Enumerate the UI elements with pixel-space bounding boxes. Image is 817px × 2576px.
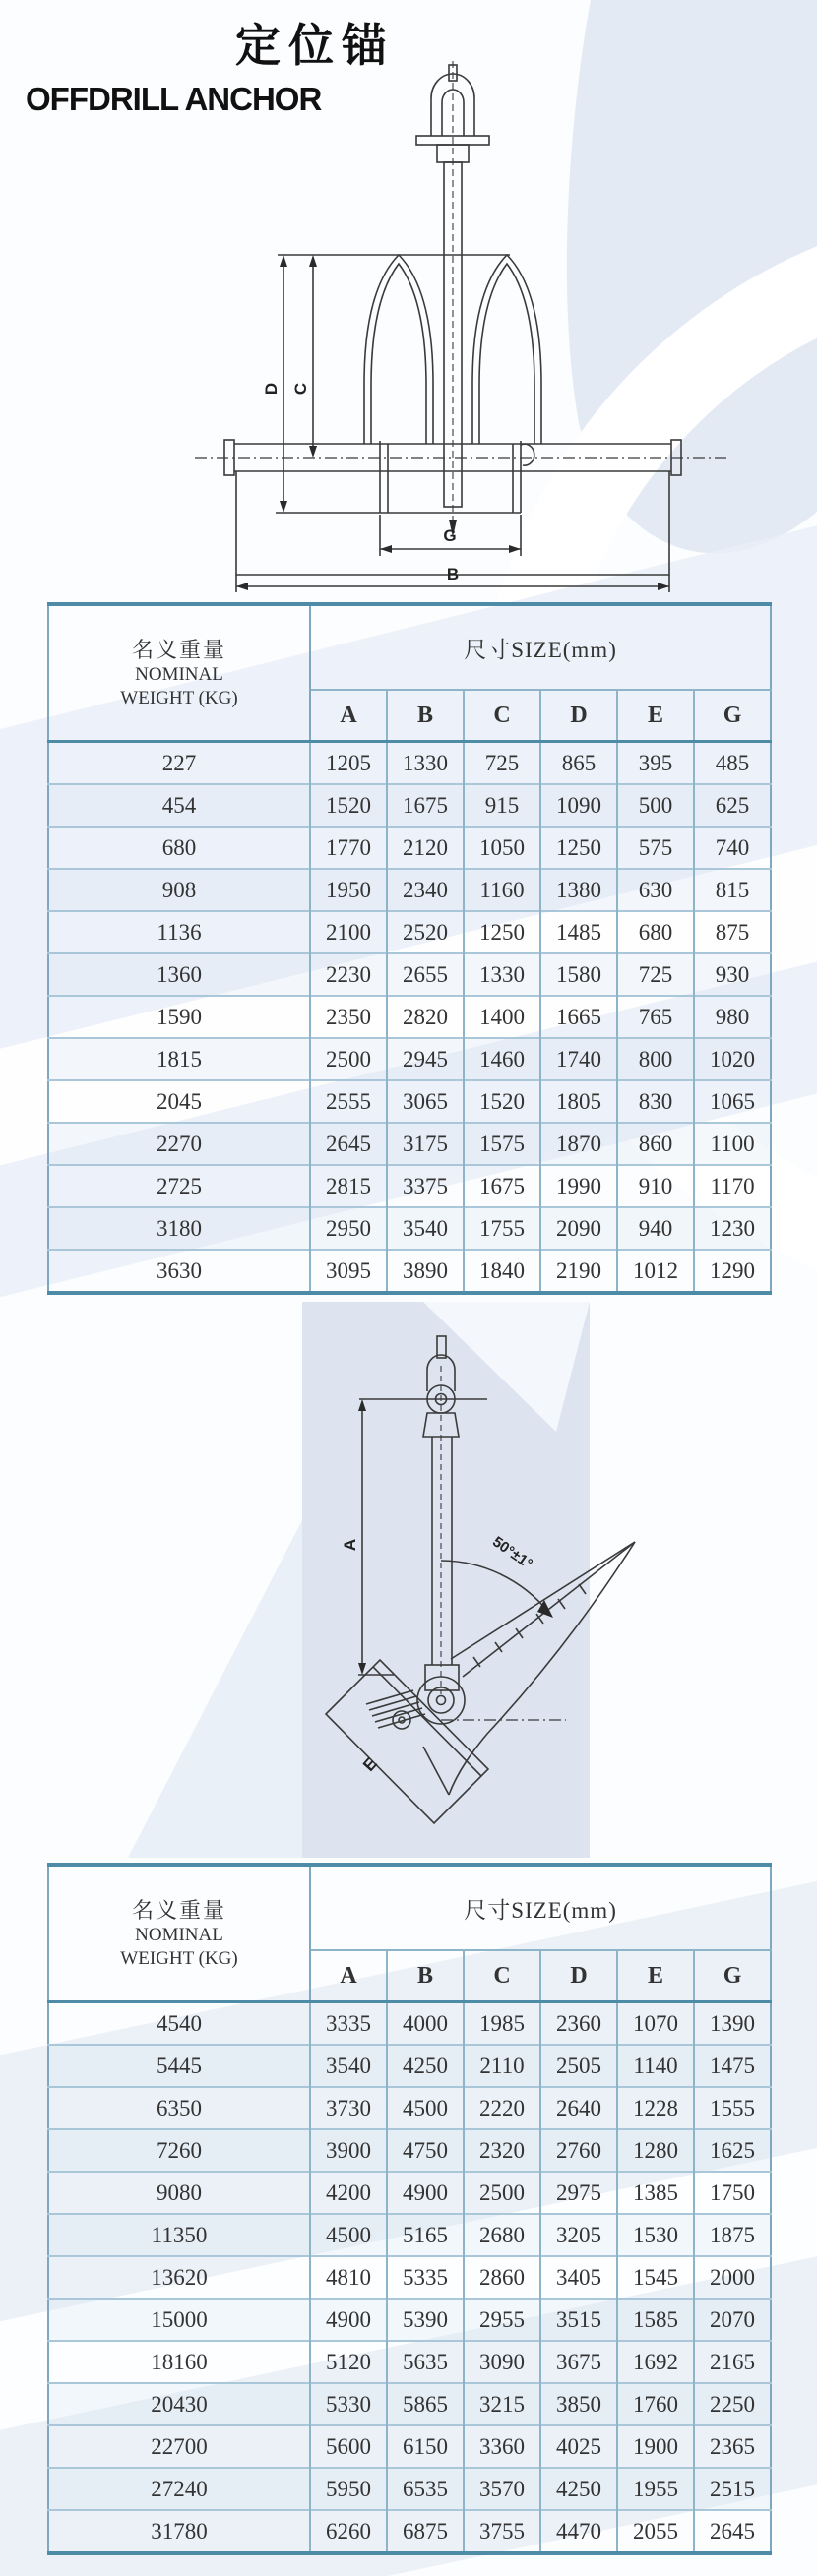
size-cell: 1692: [617, 2341, 694, 2383]
table-row: [48, 827, 771, 869]
size-cell: 3850: [540, 2383, 617, 2425]
nominal-weight-cell: 1815: [48, 1038, 310, 1080]
size-cell: 3675: [540, 2341, 617, 2383]
size-cell: 4500: [387, 2087, 464, 2129]
dim-label-d: D: [262, 382, 281, 396]
table-row: [48, 2045, 771, 2087]
size-cell: 2000: [694, 2256, 771, 2299]
table-row: [48, 2425, 771, 2468]
column-header-b: B: [387, 1950, 464, 2002]
size-cell: 5390: [387, 2299, 464, 2341]
size-cell: 2950: [310, 1207, 387, 1250]
size-cell: 1390: [694, 2002, 771, 2046]
spec-table-large-body: [48, 2002, 771, 2554]
size-cell: 725: [464, 742, 540, 785]
size-cell: 2555: [310, 1080, 387, 1123]
nominal-weight-cell: 2045: [48, 1080, 310, 1123]
nominal-weight-cell: 3180: [48, 1207, 310, 1250]
nominal-weight-cell: 6350: [48, 2087, 310, 2129]
column-header-a: A: [340, 1962, 357, 1989]
table-row: [48, 742, 771, 785]
size-cell: 2055: [617, 2510, 694, 2553]
size-cell: 3205: [540, 2214, 617, 2256]
size-cell: 980: [694, 996, 771, 1038]
size-cell: 4025: [540, 2425, 617, 2468]
nominal-weight-cell: 454: [48, 784, 310, 827]
size-cell: 3755: [464, 2510, 540, 2553]
spec-table-small: [47, 602, 772, 1295]
size-cell: 1840: [464, 1250, 540, 1293]
anchor-crown-box-front: [380, 441, 534, 513]
size-cell: 765: [617, 996, 694, 1038]
nominal-weight-header: [48, 1865, 310, 2002]
size-cell: 2360: [540, 2002, 617, 2046]
front-view-drawing: [118, 59, 807, 608]
size-cell: 2760: [540, 2129, 617, 2172]
nominal-weight-cell: 2725: [48, 1165, 310, 1207]
size-cell: 1805: [540, 1080, 617, 1123]
column-header-c: C: [464, 1950, 540, 2002]
size-cell: 1530: [617, 2214, 694, 2256]
size-cell: 1475: [694, 2045, 771, 2087]
anchor-shank-front: [444, 61, 462, 537]
table-row: [48, 2468, 771, 2510]
angle-label: 50°±1°: [489, 1533, 535, 1573]
size-cell: 4810: [310, 2256, 387, 2299]
table-row: [48, 2341, 771, 2383]
column-header-c: C: [464, 690, 540, 742]
size-cell: 740: [694, 827, 771, 869]
size-cell: 2640: [540, 2087, 617, 2129]
size-cell: 3360: [464, 2425, 540, 2468]
size-cell: 2365: [694, 2425, 771, 2468]
size-cell: 3215: [464, 2383, 540, 2425]
size-cell: 1900: [617, 2425, 694, 2468]
size-cell: 1460: [464, 1038, 540, 1080]
size-cell: 4000: [387, 2002, 464, 2046]
anchor-shank-side: [423, 1366, 459, 1694]
nominal-weight-cell: 13620: [48, 2256, 310, 2299]
size-cell: 2220: [464, 2087, 540, 2129]
size-cell: 1280: [617, 2129, 694, 2172]
size-cell: 1250: [464, 911, 540, 953]
size-cell: 3095: [310, 1250, 387, 1293]
size-cell: 1385: [617, 2172, 694, 2214]
column-header-e: E: [617, 1950, 694, 2002]
size-cell: 3890: [387, 1250, 464, 1293]
size-cell: 1675: [387, 784, 464, 827]
size-cell: 2100: [310, 911, 387, 953]
size-cell: 3175: [387, 1123, 464, 1165]
size-cell: 5600: [310, 2425, 387, 2468]
size-cell: 930: [694, 953, 771, 996]
size-cell: 815: [694, 869, 771, 911]
size-cell: 4900: [387, 2172, 464, 2214]
size-cell: 2505: [540, 2045, 617, 2087]
size-cell: 1755: [464, 1207, 540, 1250]
column-header-d: D: [540, 1950, 617, 2002]
size-cell: 1160: [464, 869, 540, 911]
size-cell: 5165: [387, 2214, 464, 2256]
size-cell: 5950: [310, 2468, 387, 2510]
size-cell: 2955: [464, 2299, 540, 2341]
size-cell: 1770: [310, 827, 387, 869]
nominal-weight-cell: 1360: [48, 953, 310, 996]
size-cell: 1555: [694, 2087, 771, 2129]
size-cell: 680: [617, 911, 694, 953]
size-cell: 1665: [540, 996, 617, 1038]
size-header: 尺寸SIZE(mm): [310, 1865, 771, 1950]
spec-table-small-header: [48, 604, 771, 742]
size-cell: 4500: [310, 2214, 387, 2256]
table-row: [48, 911, 771, 953]
size-cell: 2090: [540, 1207, 617, 1250]
size-cell: 1100: [694, 1123, 771, 1165]
nominal-weight-cell: 11350: [48, 2214, 310, 2256]
size-cell: 2975: [540, 2172, 617, 2214]
size-cell: 2645: [310, 1123, 387, 1165]
size-cell: 2500: [310, 1038, 387, 1080]
size-cell: 3375: [387, 1165, 464, 1207]
size-cell: 5330: [310, 2383, 387, 2425]
table-row: [48, 2510, 771, 2553]
size-cell: 3570: [464, 2468, 540, 2510]
column-header-g: G: [694, 690, 771, 742]
size-cell: 1750: [694, 2172, 771, 2214]
size-cell: 4200: [310, 2172, 387, 2214]
size-cell: 2645: [694, 2510, 771, 2553]
size-cell: 2070: [694, 2299, 771, 2341]
table-row: [48, 1038, 771, 1080]
size-cell: 3515: [540, 2299, 617, 2341]
nominal-weight-cell: 27240: [48, 2468, 310, 2510]
size-cell: 1575: [464, 1123, 540, 1165]
size-cell: 1228: [617, 2087, 694, 2129]
size-cell: 625: [694, 784, 771, 827]
table-row: [48, 2172, 771, 2214]
spec-table-large-header: [48, 1865, 771, 2002]
nominal-weight-cell: 3630: [48, 1250, 310, 1293]
table-row: [48, 1250, 771, 1293]
size-cell: 5120: [310, 2341, 387, 2383]
size-cell: 4900: [310, 2299, 387, 2341]
size-cell: 1675: [464, 1165, 540, 1207]
size-header: 尺寸SIZE(mm): [310, 604, 771, 690]
nominal-weight-cell: 9080: [48, 2172, 310, 2214]
size-cell: 5865: [387, 2383, 464, 2425]
size-cell: 1520: [464, 1080, 540, 1123]
size-cell: 1070: [617, 2002, 694, 2046]
size-cell: 1400: [464, 996, 540, 1038]
size-cell: 3090: [464, 2341, 540, 2383]
table-row: [48, 2256, 771, 2299]
size-cell: 6535: [387, 2468, 464, 2510]
size-cell: 6260: [310, 2510, 387, 2553]
nominal-weight-cell: 2270: [48, 1123, 310, 1165]
anchor-stock-front: [195, 440, 726, 475]
size-cell: 1140: [617, 2045, 694, 2087]
weight-header-en1: NOMINAL: [135, 664, 223, 685]
column-header-e: E: [617, 690, 694, 742]
size-cell: 2515: [694, 2468, 771, 2510]
size-cell: 860: [617, 1123, 694, 1165]
spec-table-small-body: [48, 742, 771, 1294]
table-row: [48, 1165, 771, 1207]
nominal-weight-header: [48, 604, 310, 742]
size-cell: 2320: [464, 2129, 540, 2172]
weight-header-en2: WEIGHT (KG): [120, 687, 238, 708]
nominal-weight-cell: 31780: [48, 2510, 310, 2553]
size-cell: 1950: [310, 869, 387, 911]
table-row: [48, 2129, 771, 2172]
dimension-b: [236, 565, 669, 592]
size-cell: 1520: [310, 784, 387, 827]
size-cell: 3540: [387, 1207, 464, 1250]
size-cell: 1580: [540, 953, 617, 996]
size-cell: 2110: [464, 2045, 540, 2087]
size-cell: 485: [694, 742, 771, 785]
size-cell: 1985: [464, 2002, 540, 2046]
nominal-weight-cell: 1590: [48, 996, 310, 1038]
column-header-b: B: [387, 690, 464, 742]
size-cell: 1990: [540, 1165, 617, 1207]
nominal-weight-cell: 7260: [48, 2129, 310, 2172]
size-cell: 2820: [387, 996, 464, 1038]
size-cell: 865: [540, 742, 617, 785]
dim-label-b: B: [446, 565, 460, 583]
size-cell: 1545: [617, 2256, 694, 2299]
size-cell: 2350: [310, 996, 387, 1038]
spec-table-large: [47, 1863, 772, 2555]
dimension-a: [341, 1399, 394, 1675]
size-cell: 2340: [387, 869, 464, 911]
size-cell: 1250: [540, 827, 617, 869]
size-cell: 5335: [387, 2256, 464, 2299]
size-cell: 1205: [310, 742, 387, 785]
anchor-shackle-side: [359, 1336, 487, 1413]
size-cell: 1290: [694, 1250, 771, 1293]
nominal-weight-cell: 20430: [48, 2383, 310, 2425]
size-cell: 2500: [464, 2172, 540, 2214]
size-cell: 4750: [387, 2129, 464, 2172]
size-cell: 630: [617, 869, 694, 911]
dim-label-a: A: [341, 1538, 359, 1552]
weight-header-en2: WEIGHT (KG): [120, 1947, 238, 1969]
size-cell: 1870: [540, 1123, 617, 1165]
size-cell: 2655: [387, 953, 464, 996]
page-title-chinese: 定位锚: [235, 20, 395, 71]
size-cell: 1485: [540, 911, 617, 953]
column-header-a: A: [340, 702, 357, 728]
size-cell: 1012: [617, 1250, 694, 1293]
size-cell: 915: [464, 784, 540, 827]
table-row: [48, 2087, 771, 2129]
weight-header-en1: NOMINAL: [135, 1925, 223, 1945]
size-cell: 2230: [310, 953, 387, 996]
table-row: [48, 2214, 771, 2256]
size-cell: 1170: [694, 1165, 771, 1207]
dimension-c: [291, 255, 317, 458]
dim-label-e: E: [359, 1753, 381, 1775]
size-cell: 1330: [387, 742, 464, 785]
size-cell: 2945: [387, 1038, 464, 1080]
size-cell: 2860: [464, 2256, 540, 2299]
weight-header-cn: 名义重量: [131, 637, 226, 662]
size-cell: 2680: [464, 2214, 540, 2256]
size-cell: 2190: [540, 1250, 617, 1293]
size-cell: 575: [617, 827, 694, 869]
size-cell: 6875: [387, 2510, 464, 2553]
size-cell: 910: [617, 1165, 694, 1207]
size-cell: 1625: [694, 2129, 771, 2172]
size-cell: 6150: [387, 2425, 464, 2468]
size-cell: 1875: [694, 2214, 771, 2256]
size-cell: 2250: [694, 2383, 771, 2425]
size-cell: 1230: [694, 1207, 771, 1250]
table-row: [48, 1080, 771, 1123]
size-cell: 3335: [310, 2002, 387, 2046]
size-cell: 1020: [694, 1038, 771, 1080]
size-cell: 1330: [464, 953, 540, 996]
table-row: [48, 784, 771, 827]
size-cell: 2815: [310, 1165, 387, 1207]
size-cell: 875: [694, 911, 771, 953]
table-row: [48, 996, 771, 1038]
nominal-weight-cell: 22700: [48, 2425, 310, 2468]
anchor-fluke-side: [423, 1542, 635, 1795]
size-cell: 1380: [540, 869, 617, 911]
size-cell: 3065: [387, 1080, 464, 1123]
size-cell: 800: [617, 1038, 694, 1080]
size-cell: 4470: [540, 2510, 617, 2553]
page-title-english: OFFDRILL ANCHOR: [26, 81, 322, 117]
size-cell: 2165: [694, 2341, 771, 2383]
table-row: [48, 2383, 771, 2425]
nominal-weight-cell: 227: [48, 742, 310, 785]
size-cell: 3405: [540, 2256, 617, 2299]
side-view-drawing: [276, 1309, 787, 1860]
size-cell: 1585: [617, 2299, 694, 2341]
dim-label-g: G: [443, 526, 457, 545]
nominal-weight-cell: 18160: [48, 2341, 310, 2383]
size-cell: 1050: [464, 827, 540, 869]
size-cell: 4250: [387, 2045, 464, 2087]
nominal-weight-cell: 5445: [48, 2045, 310, 2087]
table-row: [48, 1207, 771, 1250]
nominal-weight-cell: 1136: [48, 911, 310, 953]
size-cell: 500: [617, 784, 694, 827]
table-row: [48, 2299, 771, 2341]
weight-header-cn: 名义重量: [131, 1897, 226, 1923]
size-cell: 1955: [617, 2468, 694, 2510]
nominal-weight-cell: 680: [48, 827, 310, 869]
size-cell: 940: [617, 1207, 694, 1250]
size-cell: 3540: [310, 2045, 387, 2087]
table-row: [48, 2002, 771, 2046]
size-cell: 1065: [694, 1080, 771, 1123]
column-header-g: G: [694, 1950, 771, 2002]
size-cell: 1090: [540, 784, 617, 827]
size-cell: 1760: [617, 2383, 694, 2425]
size-cell: 725: [617, 953, 694, 996]
size-cell: 3900: [310, 2129, 387, 2172]
table-row: [48, 1123, 771, 1165]
dim-label-c: C: [291, 382, 310, 396]
size-cell: 3730: [310, 2087, 387, 2129]
size-cell: 5635: [387, 2341, 464, 2383]
size-cell: 1740: [540, 1038, 617, 1080]
column-header-d: D: [540, 690, 617, 742]
table-row: [48, 869, 771, 911]
size-cell: 395: [617, 742, 694, 785]
size-cell: 4250: [540, 2468, 617, 2510]
nominal-weight-cell: 15000: [48, 2299, 310, 2341]
size-cell: 2520: [387, 911, 464, 953]
anchor-palm-side: [326, 1660, 488, 1823]
nominal-weight-cell: 908: [48, 869, 310, 911]
size-cell: 2120: [387, 827, 464, 869]
table-row: [48, 953, 771, 996]
size-cell: 830: [617, 1080, 694, 1123]
nominal-weight-cell: 4540: [48, 2002, 310, 2046]
